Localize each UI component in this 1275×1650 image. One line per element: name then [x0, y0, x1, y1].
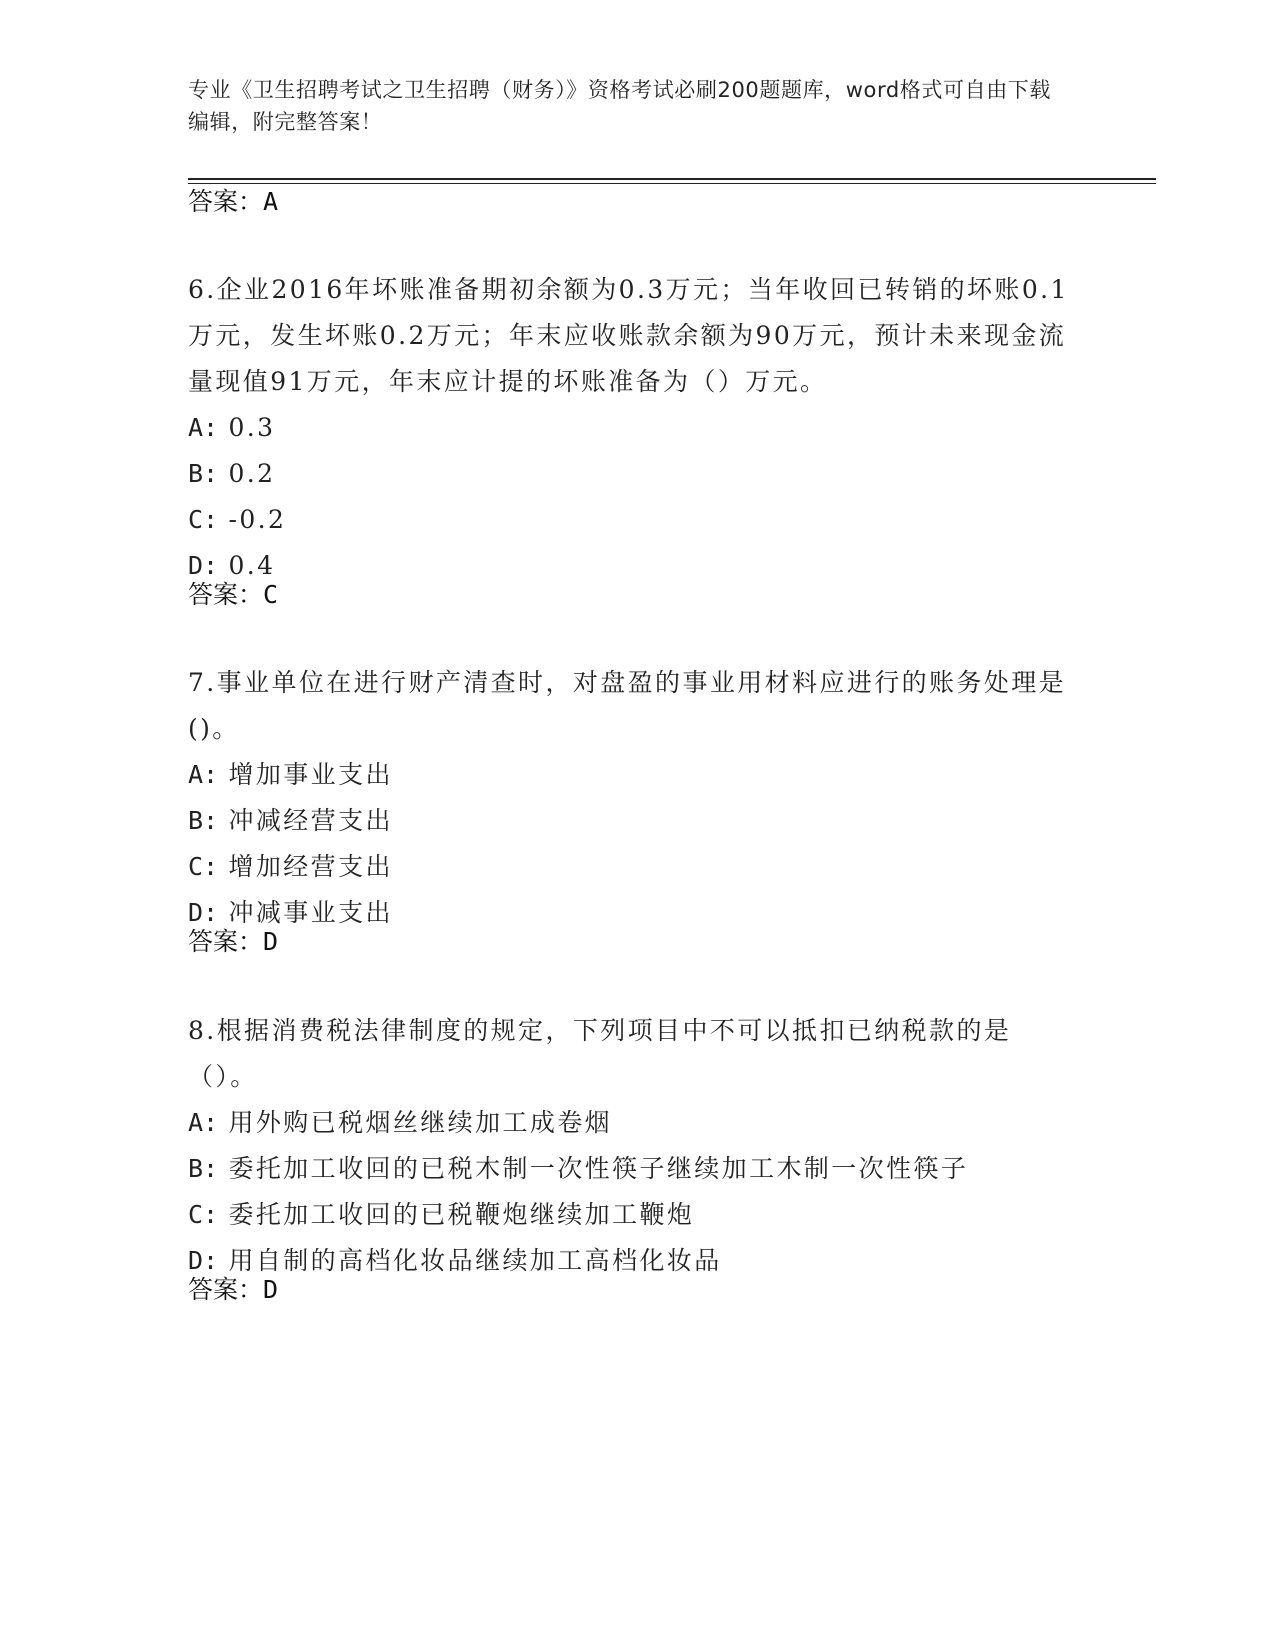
option-text: 用自制的高档化妆品继续加工高档化妆品 — [228, 1246, 722, 1275]
option-text: 0.3 — [228, 413, 276, 442]
option-key: D: — [188, 898, 219, 927]
answer-label: 答案： — [188, 927, 264, 956]
option-text: 委托加工收回的已税鞭炮继续加工鞭炮 — [228, 1200, 695, 1229]
option-a — [188, 1100, 1078, 1146]
answer-value: D — [263, 1275, 279, 1304]
option-text: 冲减事业支出 — [228, 898, 393, 927]
option-key: D: — [188, 551, 219, 580]
answer-line — [188, 578, 278, 612]
header-divider-thin — [188, 183, 1156, 184]
option-text: 冲减经营支出 — [228, 806, 393, 835]
option-key: B: — [188, 806, 219, 835]
option-text: 0.2 — [228, 459, 276, 488]
option-text: -0.2 — [228, 505, 287, 534]
question-stem: 6.企业2016年坏账准备期初余额为0.3万元；当年收回已转销的坏账0.1万元，发生坏账0.2万元；年末应收账款余额为90万元，预计未来现金流量现值91万元，年末应计提的坏账准备为（）万元。 — [188, 275, 1069, 396]
answer-value: C — [263, 580, 279, 609]
option-text: 委托加工收回的已税木制一次性筷子继续加工木制一次性筷子 — [228, 1154, 969, 1183]
question-stem: 8.根据消费税法律制度的规定，下列项目中不可以抵扣已纳税款的是（）。 — [188, 1016, 1012, 1091]
option-d — [188, 543, 1078, 589]
answer-label: 答案： — [188, 187, 264, 216]
option-key: B: — [188, 1154, 219, 1183]
option-b — [188, 798, 1078, 844]
option-key: A: — [188, 413, 219, 442]
option-c — [188, 844, 1078, 890]
option-c — [188, 1192, 1078, 1238]
option-a — [188, 752, 1078, 798]
option-key: A: — [188, 760, 219, 789]
answer-label: 答案： — [188, 1275, 264, 1304]
option-b — [188, 1146, 1078, 1192]
answer-value: A — [263, 187, 279, 216]
option-key: C: — [188, 852, 219, 881]
option-text: 0.4 — [228, 551, 276, 580]
question-7 — [188, 660, 1078, 936]
option-text: 用外购已税烟丝继续加工成卷烟 — [228, 1108, 613, 1137]
option-key: C: — [188, 1200, 219, 1229]
option-d — [188, 890, 1078, 936]
option-key: D: — [188, 1246, 219, 1275]
option-b — [188, 451, 1078, 497]
question-stem: 7.事业单位在进行财产清查时，对盘盈的事业用材料应进行的账务处理是()。 — [188, 668, 1067, 743]
question-6 — [188, 267, 1078, 589]
answer-value: D — [263, 927, 279, 956]
answer-label: 答案： — [188, 580, 264, 609]
option-d — [188, 1238, 1078, 1284]
option-a — [188, 405, 1078, 451]
option-key: B: — [188, 459, 219, 488]
answer-line — [188, 185, 278, 219]
option-key: C: — [188, 505, 219, 534]
document-header: 专业《卫生招聘考试之卫生招聘（财务）》资格考试必刷200题题库，word格式可自由下载编辑，附完整答案！ — [188, 78, 1051, 134]
answer-line — [188, 925, 278, 959]
option-c — [188, 497, 1078, 543]
option-key: A: — [188, 1108, 219, 1137]
option-text: 增加事业支出 — [228, 760, 393, 789]
header-divider-thick — [188, 178, 1156, 180]
option-text: 增加经营支出 — [228, 852, 393, 881]
question-8 — [188, 1008, 1078, 1284]
answer-line — [188, 1273, 278, 1307]
